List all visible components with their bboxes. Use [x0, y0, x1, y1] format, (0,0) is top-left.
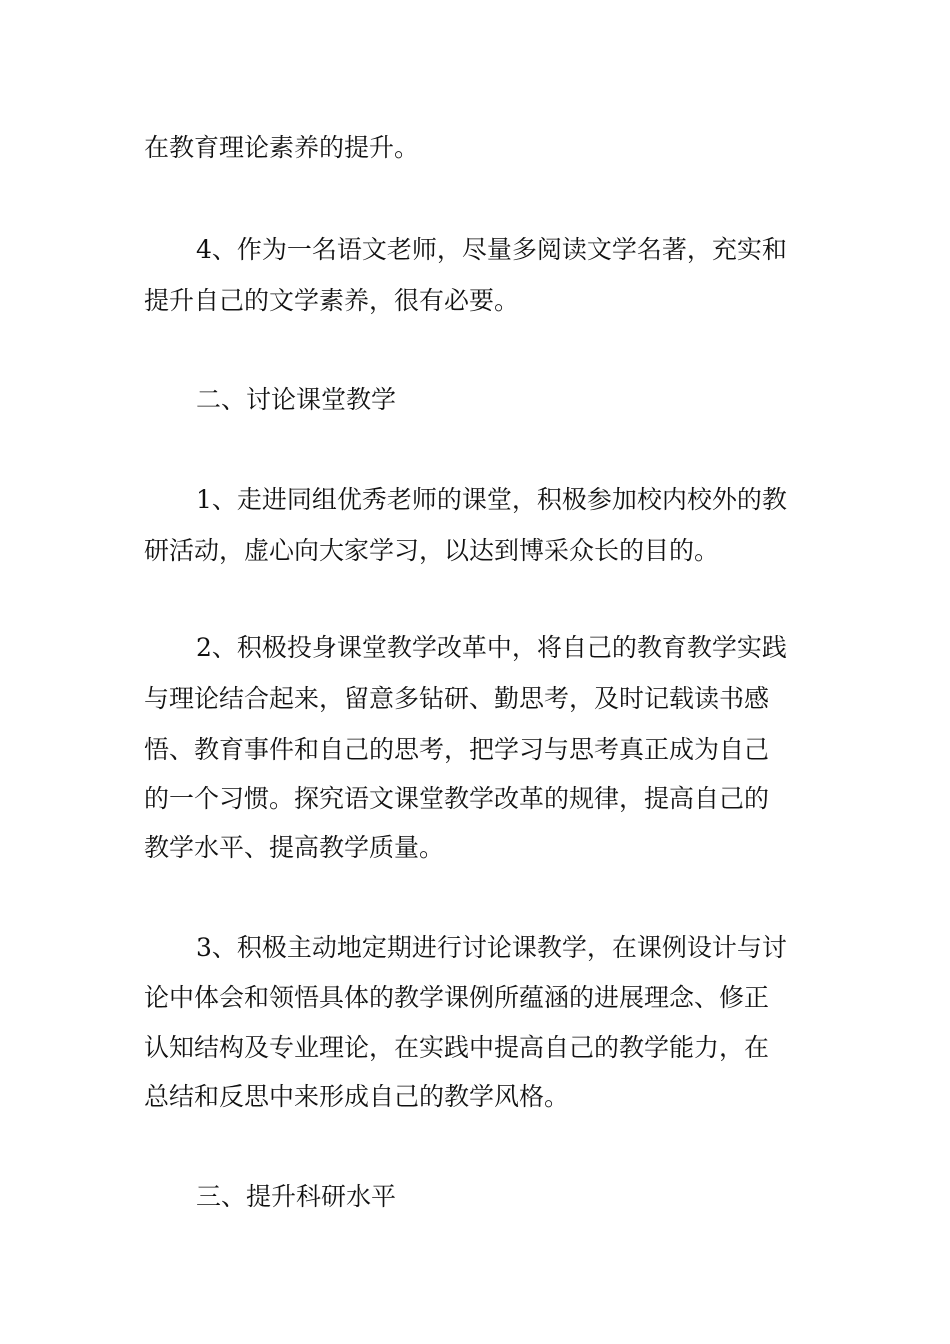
- list-item-line: 研活动，虚心向大家学习，以达到博采众长的目的。: [144, 536, 720, 565]
- list-item-line: 论中体会和领悟具体的教学课例所蕴涵的进展理念、修正: [144, 983, 770, 1012]
- list-item-line: 1、走进同组优秀老师的课堂，积极参加校内校外的教: [196, 485, 787, 514]
- list-item-line: 与理论结合起来，留意多钻研、勤思考，及时记载读书感: [144, 684, 770, 713]
- section-heading: 二、讨论课堂教学: [196, 385, 397, 414]
- list-item-line: 总结和反思中来形成自己的教学风格。: [144, 1082, 570, 1111]
- list-item-line: 4、作为一名语文老师，尽量多阅读文学名著，充实和: [196, 235, 787, 264]
- list-item-line: 的一个习惯。探究语文课堂教学改革的规律，提高自己的: [144, 784, 770, 813]
- section-heading: 三、提升科研水平: [196, 1182, 397, 1211]
- list-item-line: 认知结构及专业理论，在实践中提高自己的教学能力，在: [144, 1033, 770, 1062]
- paragraph-line: 在教育理论素养的提升。: [144, 133, 420, 162]
- list-item-line: 提升自己的文学素养，很有必要。: [144, 286, 520, 315]
- list-item-line: 3、积极主动地定期进行讨论课教学，在课例设计与讨: [196, 933, 787, 962]
- list-item-line: 2、积极投身课堂教学改革中，将自己的教育教学实践: [196, 633, 787, 662]
- list-item-line: 教学水平、提高教学质量。: [144, 833, 445, 862]
- list-item-line: 悟、教育事件和自己的思考，把学习与思考真正成为自己: [144, 735, 770, 764]
